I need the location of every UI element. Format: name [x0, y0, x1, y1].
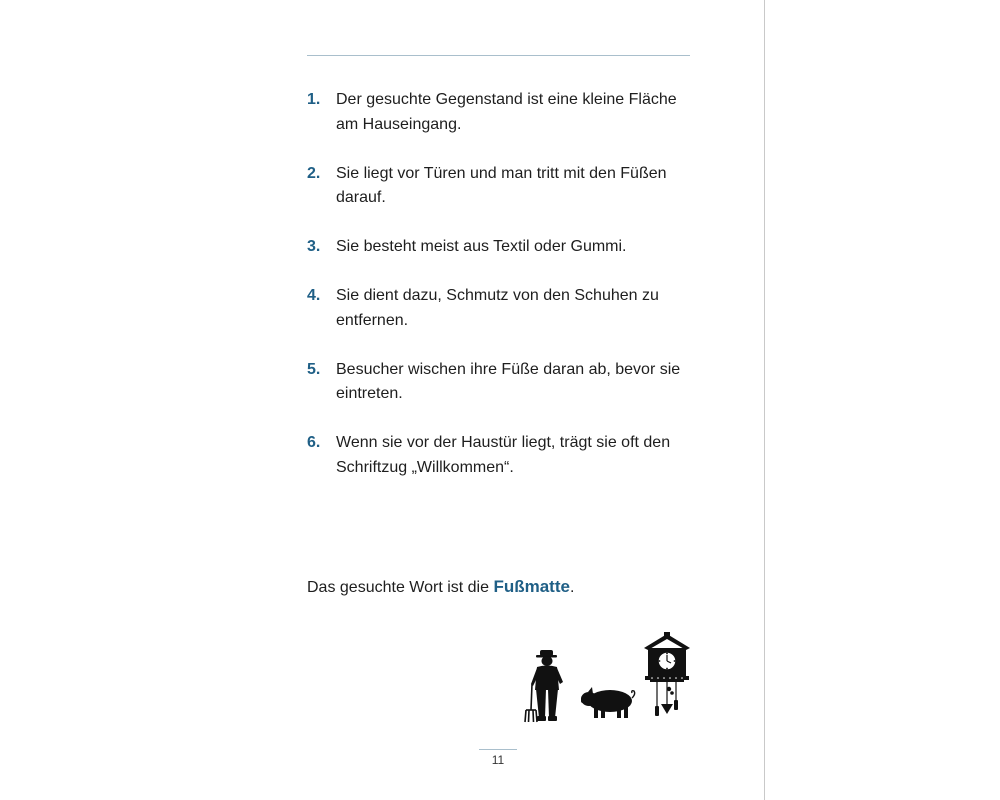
- clue-number: 1.: [307, 91, 321, 108]
- clue-text: Wenn sie vor der Haustür liegt, trägt sie oft den Schriftzug „Willkommen“.: [336, 434, 671, 476]
- clue-item: [307, 162, 690, 211]
- page-divider: [764, 0, 765, 800]
- clue-number: 4.: [307, 287, 321, 304]
- clue-number: 5.: [307, 360, 321, 378]
- clue-text: Besucher wischen ihre Füße daran ab, bevor sie eintreten.: [336, 360, 681, 402]
- answer-suffix: .: [569, 579, 575, 596]
- top-rule: [307, 55, 690, 56]
- clue-number: 6.: [307, 434, 321, 451]
- clue-item: [307, 431, 690, 480]
- clue-item: [307, 88, 690, 137]
- answer-prefix: Das gesuchte Wort ist die: [307, 579, 494, 596]
- page-number: 11: [491, 753, 505, 767]
- clue-list: [307, 88, 690, 505]
- answer-word: Fußmatte: [493, 577, 570, 596]
- clue-text: Sie dient dazu, Schmutz von den Schuhen zu entfernen.: [336, 287, 659, 329]
- clue-text: Sie liegt vor Türen und man tritt mit den Füßen darauf.: [336, 164, 667, 206]
- cuckoo-clock-illustration: [642, 632, 692, 722]
- clue-item: [307, 235, 690, 260]
- clue-number: 2.: [307, 164, 321, 182]
- clue-text: Der gesuchte Gegenstand ist eine kleine Fläche am Hauseingang.: [336, 91, 677, 133]
- clue-number: 3.: [307, 238, 321, 255]
- clue-item: [307, 284, 690, 333]
- clue-item: [307, 358, 690, 407]
- farmer-illustration: [524, 646, 570, 724]
- pig-illustration: [580, 684, 638, 720]
- illustration-group: [520, 632, 700, 724]
- footer-rule: [479, 749, 517, 750]
- answer-line: [307, 575, 574, 600]
- clue-text: Sie besteht meist aus Textil oder Gummi.: [336, 238, 627, 255]
